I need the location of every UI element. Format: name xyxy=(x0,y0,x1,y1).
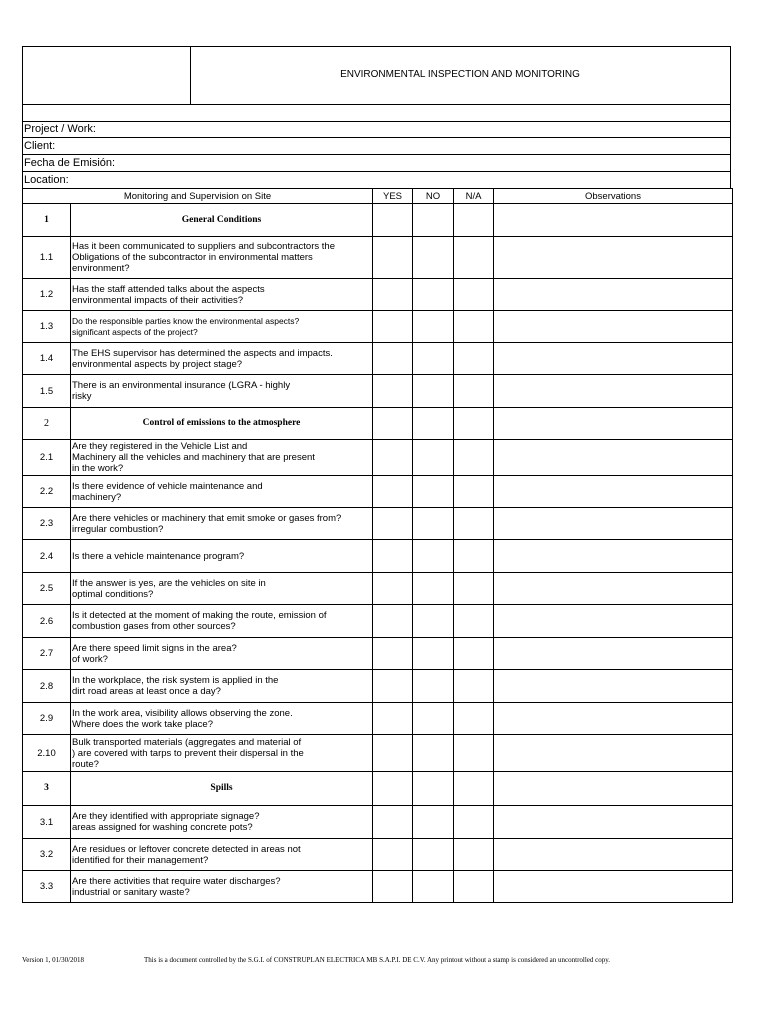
no-checkbox-cell[interactable] xyxy=(413,540,454,573)
observations-cell[interactable] xyxy=(494,440,733,476)
checklist-item-row xyxy=(23,375,733,408)
item-question xyxy=(71,237,373,279)
footer-notice: This is a document controlled by the S.G.I. of CONSTRUPLAN ELECTRICA MB S.A.P.I. DE C.V. Any printout without a stamp is considered an uncontrolled copy. xyxy=(144,956,611,964)
question-line: Is there a vehicle maintenance program? xyxy=(72,550,245,562)
na-checkbox-cell[interactable] xyxy=(454,670,494,703)
yes-checkbox-cell[interactable] xyxy=(373,440,413,476)
item-number: 2.6 xyxy=(23,605,71,638)
section-na-cell xyxy=(454,772,494,806)
no-checkbox-cell[interactable] xyxy=(413,508,454,540)
yes-checkbox-cell[interactable] xyxy=(373,279,413,311)
item-question xyxy=(71,540,373,573)
item-number: 3.2 xyxy=(23,839,71,871)
table-header-row xyxy=(23,189,733,204)
question-line: Obligations of the subcontractor in environmental matters xyxy=(72,252,313,263)
item-question xyxy=(71,440,373,476)
item-question xyxy=(71,605,373,638)
checklist-item-row xyxy=(23,440,733,476)
item-number: 2.1 xyxy=(23,440,71,476)
no-checkbox-cell[interactable] xyxy=(413,573,454,605)
question-line: Are there activities that require water discharges? xyxy=(72,875,281,887)
question-line: Has the staff attended talks about the aspects xyxy=(72,283,265,295)
item-number: 1.1 xyxy=(23,237,71,279)
checklist-item-row xyxy=(23,343,733,375)
question-line: In the workplace, the risk system is applied in the xyxy=(72,675,279,686)
date-field: Fecha de Emisión: xyxy=(22,155,731,172)
question-line: There is an environmental insurance (LGRA - highly xyxy=(72,380,291,391)
no-checkbox-cell[interactable] xyxy=(413,703,454,735)
section-no-cell xyxy=(413,408,454,440)
question-line: environmental impacts of their activities? xyxy=(72,294,244,306)
yes-checkbox-cell[interactable] xyxy=(373,476,413,508)
observations-cell[interactable] xyxy=(494,638,733,670)
no-checkbox-cell[interactable] xyxy=(413,279,454,311)
yes-checkbox-cell[interactable] xyxy=(373,670,413,703)
observations-cell[interactable] xyxy=(494,311,733,343)
item-number: 3.3 xyxy=(23,871,71,903)
inspection-checklist-table xyxy=(22,188,733,903)
section-title: Control of emissions to the atmosphere xyxy=(71,408,373,440)
item-question xyxy=(71,508,373,540)
na-checkbox-cell[interactable] xyxy=(454,237,494,279)
yes-checkbox-cell[interactable] xyxy=(373,806,413,839)
observations-cell[interactable] xyxy=(494,806,733,839)
observations-cell[interactable] xyxy=(494,573,733,605)
question-line: combustion gases from other sources? xyxy=(72,621,236,632)
checklist-item-row xyxy=(23,871,733,903)
section-na-cell xyxy=(454,408,494,440)
observations-cell[interactable] xyxy=(494,670,733,703)
no-checkbox-cell[interactable] xyxy=(413,440,454,476)
section-title: Spills xyxy=(71,772,373,806)
checklist-item-row xyxy=(23,703,733,735)
checklist-item-row xyxy=(23,279,733,311)
section-observations-cell xyxy=(494,772,733,806)
footer-version: Version 1, 01/30/2018 xyxy=(22,956,85,964)
col-header-observations: Observations xyxy=(494,189,733,204)
observations-cell[interactable] xyxy=(494,703,733,735)
checklist-item-row xyxy=(23,540,733,573)
question-line: Where does the work take place? xyxy=(72,718,213,730)
item-number: 2.4 xyxy=(23,540,71,573)
question-line: Has it been communicated to suppliers and subcontractors the xyxy=(72,241,335,252)
no-checkbox-cell[interactable] xyxy=(413,375,454,408)
question-line: dirt road areas at least once a day? xyxy=(72,686,221,697)
item-number: 3.1 xyxy=(23,806,71,839)
no-checkbox-cell[interactable] xyxy=(413,311,454,343)
checklist-item-row xyxy=(23,605,733,638)
yes-checkbox-cell[interactable] xyxy=(373,573,413,605)
question-line: identified for their management? xyxy=(72,854,209,866)
yes-checkbox-cell[interactable] xyxy=(373,375,413,408)
col-header-na: N/A xyxy=(454,189,494,204)
item-number: 1.4 xyxy=(23,343,71,375)
na-checkbox-cell[interactable] xyxy=(454,806,494,839)
checklist-item-row xyxy=(23,638,733,670)
yes-checkbox-cell[interactable] xyxy=(373,871,413,903)
question-line: Bulk transported materials (aggregates and material of xyxy=(72,736,302,748)
na-checkbox-cell[interactable] xyxy=(454,375,494,408)
observations-cell[interactable] xyxy=(494,540,733,573)
question-line: Are they identified with appropriate signage? xyxy=(72,811,260,822)
question-line: Are residues or leftover concrete detected in areas not xyxy=(72,843,301,855)
item-question xyxy=(71,871,373,903)
checklist-item-row xyxy=(23,237,733,279)
item-number: 2.7 xyxy=(23,638,71,670)
item-question xyxy=(71,735,373,772)
yes-checkbox-cell[interactable] xyxy=(373,839,413,871)
item-number: 2.10 xyxy=(23,735,71,772)
question-line: Do the responsible parties know the environmental aspects? xyxy=(72,315,300,326)
question-line: areas assigned for washing concrete pots? xyxy=(72,822,253,833)
question-line: Is it detected at the moment of making the route, emission of xyxy=(72,610,327,621)
na-checkbox-cell[interactable] xyxy=(454,440,494,476)
na-checkbox-cell[interactable] xyxy=(454,871,494,903)
observations-cell[interactable] xyxy=(494,871,733,903)
item-number: 1.2 xyxy=(23,279,71,311)
yes-checkbox-cell[interactable] xyxy=(373,237,413,279)
section-yes-cell xyxy=(373,204,413,237)
question-line: significant aspects of the project? xyxy=(72,326,198,337)
question-line: The EHS supervisor has determined the aspects and impacts. xyxy=(72,347,333,359)
checklist-item-row xyxy=(23,508,733,540)
section-number: 2 xyxy=(23,408,71,440)
question-line: In the work area, visibility allows observing the zone. xyxy=(72,707,293,719)
observations-cell[interactable] xyxy=(494,476,733,508)
item-question xyxy=(71,476,373,508)
checklist-item-row xyxy=(23,806,733,839)
no-checkbox-cell[interactable] xyxy=(413,806,454,839)
yes-checkbox-cell[interactable] xyxy=(373,540,413,573)
no-checkbox-cell[interactable] xyxy=(413,871,454,903)
item-number: 2.3 xyxy=(23,508,71,540)
na-checkbox-cell[interactable] xyxy=(454,540,494,573)
location-field: Location: xyxy=(22,172,731,189)
item-number: 2.9 xyxy=(23,703,71,735)
observations-cell[interactable] xyxy=(494,605,733,638)
na-checkbox-cell[interactable] xyxy=(454,573,494,605)
yes-checkbox-cell[interactable] xyxy=(373,638,413,670)
question-line: industrial or sanitary waste? xyxy=(72,886,190,898)
na-checkbox-cell[interactable] xyxy=(454,735,494,772)
question-line: Are there speed limit signs in the area? xyxy=(72,642,237,654)
section-yes-cell xyxy=(373,772,413,806)
observations-cell[interactable] xyxy=(494,343,733,375)
question-line: of work? xyxy=(72,653,108,665)
section-number: 1 xyxy=(23,204,71,237)
item-question xyxy=(71,279,373,311)
checklist-item-row xyxy=(23,839,733,871)
checklist-item-row xyxy=(23,670,733,703)
yes-checkbox-cell[interactable] xyxy=(373,343,413,375)
question-line: If the answer is yes, are the vehicles on site in xyxy=(72,577,266,589)
section-no-cell xyxy=(413,772,454,806)
question-line: risky xyxy=(72,391,92,402)
item-question xyxy=(71,311,373,343)
section-observations-cell xyxy=(494,204,733,237)
question-line: route? xyxy=(72,758,99,770)
yes-checkbox-cell[interactable] xyxy=(373,703,413,735)
no-checkbox-cell[interactable] xyxy=(413,670,454,703)
item-number: 2.5 xyxy=(23,573,71,605)
logo-placeholder xyxy=(23,47,191,104)
section-title: General Conditions xyxy=(71,204,373,237)
item-number: 1.5 xyxy=(23,375,71,408)
observations-cell[interactable] xyxy=(494,508,733,540)
na-checkbox-cell[interactable] xyxy=(454,311,494,343)
question-line: Is there evidence of vehicle maintenance and xyxy=(72,480,263,492)
client-field: Client: xyxy=(22,138,731,155)
yes-checkbox-cell[interactable] xyxy=(373,735,413,772)
question-line: environmental aspects by project stage? xyxy=(72,358,243,370)
no-checkbox-cell[interactable] xyxy=(413,343,454,375)
section-number: 3 xyxy=(23,772,71,806)
document-title: ENVIRONMENTAL INSPECTION AND MONITORING xyxy=(340,69,580,80)
section-observations-cell xyxy=(494,408,733,440)
no-checkbox-cell[interactable] xyxy=(413,638,454,670)
na-checkbox-cell[interactable] xyxy=(454,476,494,508)
section-row xyxy=(23,772,733,806)
item-question xyxy=(71,638,373,670)
question-line: optimal conditions? xyxy=(72,588,154,600)
question-line: Are there vehicles or machinery that emit smoke or gases from? xyxy=(72,512,342,524)
na-checkbox-cell[interactable] xyxy=(454,343,494,375)
question-line: Are they registered in the Vehicle List and xyxy=(72,441,248,452)
observations-cell[interactable] xyxy=(494,735,733,772)
na-checkbox-cell[interactable] xyxy=(454,638,494,670)
item-question xyxy=(71,573,373,605)
observations-cell[interactable] xyxy=(494,375,733,408)
document-header xyxy=(22,46,731,105)
item-question xyxy=(71,375,373,408)
na-checkbox-cell[interactable] xyxy=(454,605,494,638)
no-checkbox-cell[interactable] xyxy=(413,476,454,508)
question-line: in the work? xyxy=(72,463,124,474)
checklist-item-row xyxy=(23,476,733,508)
observations-cell[interactable] xyxy=(494,237,733,279)
item-number: 2.8 xyxy=(23,670,71,703)
no-checkbox-cell[interactable] xyxy=(413,735,454,772)
section-row xyxy=(23,204,733,237)
question-line: irregular combustion? xyxy=(72,523,164,535)
observations-cell[interactable] xyxy=(494,279,733,311)
checklist-item-row xyxy=(23,311,733,343)
item-question xyxy=(71,343,373,375)
no-checkbox-cell[interactable] xyxy=(413,605,454,638)
no-checkbox-cell[interactable] xyxy=(413,839,454,871)
item-question xyxy=(71,703,373,735)
section-yes-cell xyxy=(373,408,413,440)
yes-checkbox-cell[interactable] xyxy=(373,508,413,540)
item-question xyxy=(71,806,373,839)
question-line: machinery? xyxy=(72,491,122,503)
item-question xyxy=(71,839,373,871)
section-no-cell xyxy=(413,204,454,237)
header-spacer-row xyxy=(22,105,731,122)
na-checkbox-cell[interactable] xyxy=(454,508,494,540)
question-line: ) are covered with tarps to prevent their dispersal in the xyxy=(72,747,304,759)
no-checkbox-cell[interactable] xyxy=(413,237,454,279)
section-row xyxy=(23,408,733,440)
item-number: 1.3 xyxy=(23,311,71,343)
observations-cell[interactable] xyxy=(494,839,733,871)
na-checkbox-cell[interactable] xyxy=(454,279,494,311)
project-field: Project / Work: xyxy=(22,121,731,138)
na-checkbox-cell[interactable] xyxy=(454,839,494,871)
col-header-item: Monitoring and Supervision on Site xyxy=(23,189,373,204)
checklist-item-row xyxy=(23,573,733,605)
na-checkbox-cell[interactable] xyxy=(454,703,494,735)
col-header-no: NO xyxy=(413,189,454,204)
item-question xyxy=(71,670,373,703)
item-number: 2.2 xyxy=(23,476,71,508)
question-line: environment? xyxy=(72,263,130,274)
section-na-cell xyxy=(454,204,494,237)
col-header-yes: YES xyxy=(373,189,413,204)
checklist-item-row xyxy=(23,735,733,772)
yes-checkbox-cell[interactable] xyxy=(373,311,413,343)
question-line: Machinery all the vehicles and machinery that are present xyxy=(72,452,315,463)
yes-checkbox-cell[interactable] xyxy=(373,605,413,638)
